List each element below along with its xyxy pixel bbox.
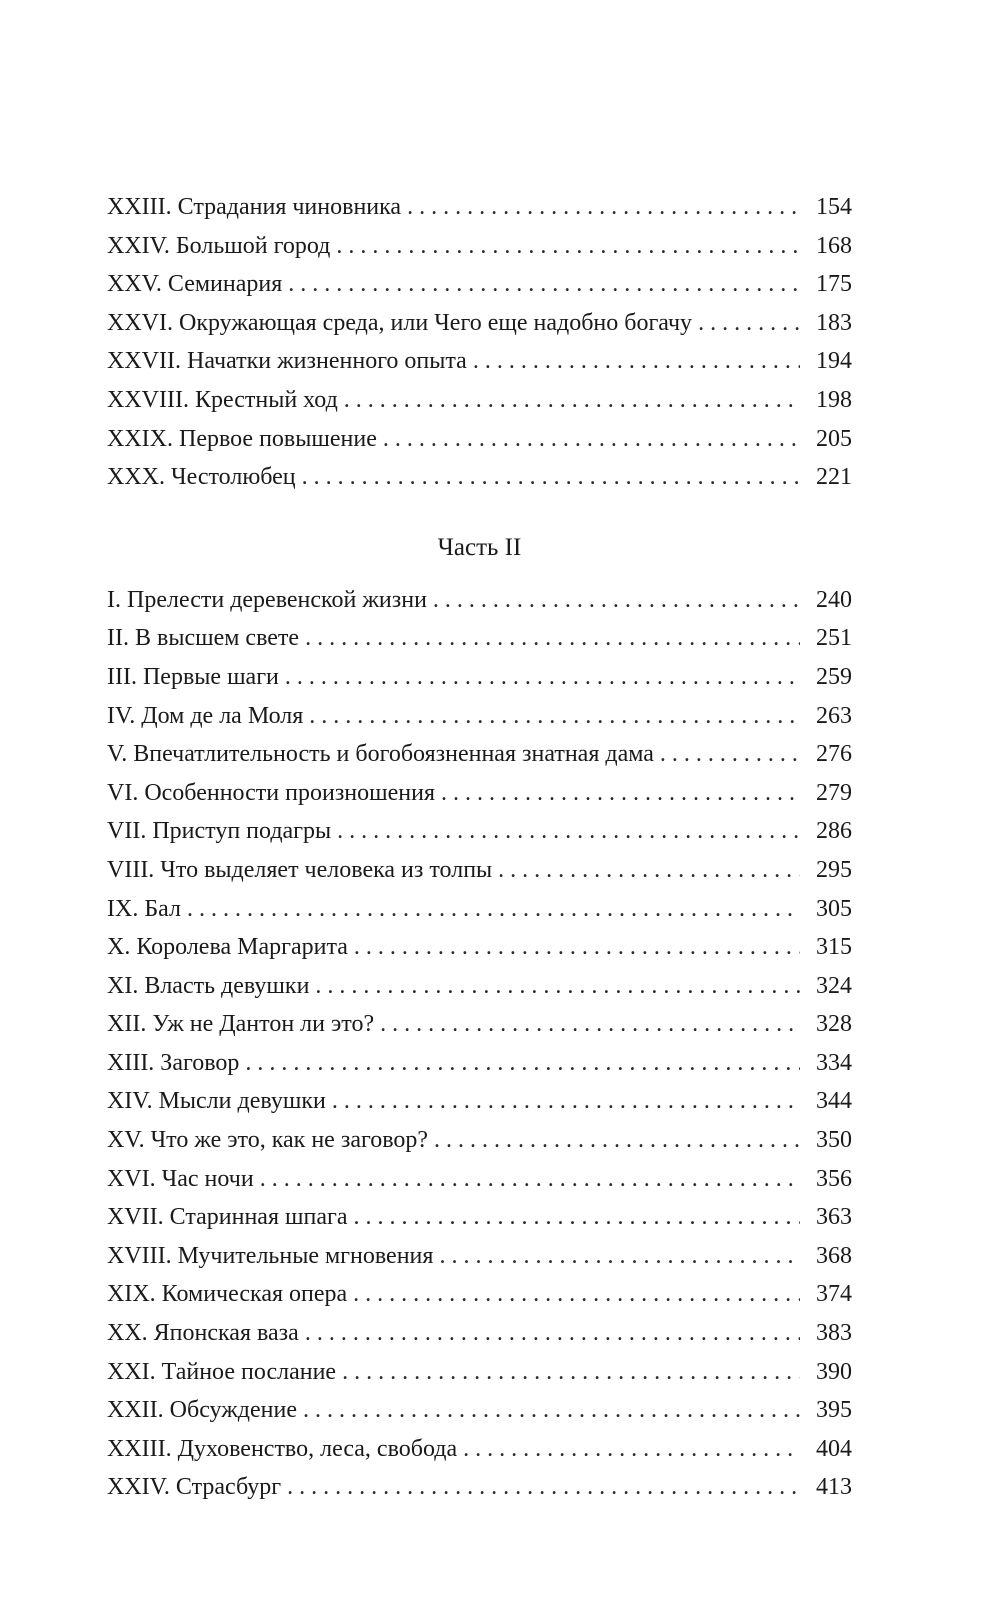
toc-entry bbox=[107, 1082, 852, 1121]
toc-entry-page-number: 295 bbox=[816, 856, 852, 883]
toc-entry-page-number: 194 bbox=[816, 348, 852, 375]
dot-leader bbox=[305, 619, 800, 658]
dot-leader bbox=[439, 1237, 800, 1276]
toc-entry-page-number: 175 bbox=[816, 271, 852, 298]
dot-leader bbox=[302, 458, 800, 497]
toc-entry-page-number: 413 bbox=[816, 1474, 852, 1501]
toc-entry-page-number: 263 bbox=[816, 702, 852, 729]
toc-entry-page-number: 305 bbox=[816, 895, 852, 922]
toc-entry-title: XXVI. Окружающая среда, или Чего еще надобно богачу bbox=[107, 309, 693, 336]
toc-entry bbox=[107, 420, 852, 459]
dot-leader bbox=[473, 342, 800, 381]
toc-entry bbox=[107, 1430, 852, 1469]
toc-entry-title: XXV. Семинария bbox=[107, 271, 283, 298]
toc-entry-page-number: 276 bbox=[816, 741, 852, 768]
toc-entry-title: VI. Особенности произношения bbox=[107, 779, 435, 806]
toc-entry-page-number: 205 bbox=[816, 425, 852, 452]
toc-entry bbox=[107, 227, 852, 266]
toc-entry bbox=[107, 1391, 852, 1430]
dot-leader bbox=[434, 1121, 800, 1160]
part2-heading: Часть II bbox=[437, 533, 522, 561]
toc-entry-page-number: 374 bbox=[816, 1281, 852, 1308]
toc-entry-page-number: 383 bbox=[816, 1320, 852, 1347]
dot-leader bbox=[309, 697, 800, 736]
toc-entry-title: XII. Уж не Дантон ли это? bbox=[107, 1011, 375, 1038]
toc-entry bbox=[107, 342, 852, 381]
dot-leader bbox=[354, 928, 800, 967]
toc-entry-page-number: 154 bbox=[816, 194, 852, 220]
toc-entry-title: XXVIII. Крестный ход bbox=[107, 386, 338, 413]
toc-entry-title: V. Впечатлительность и богобоязненная знатная дама bbox=[107, 741, 654, 768]
toc-entry-title: XXIII. Страдания чиновника bbox=[107, 194, 402, 220]
toc-entry-title: XV. Что же это, как не заговор? bbox=[107, 1127, 429, 1154]
toc-entry bbox=[107, 851, 852, 890]
toc-entry bbox=[107, 1121, 852, 1160]
toc-entry-title: I. Прелести деревенской жизни bbox=[107, 586, 427, 613]
dot-leader bbox=[353, 1275, 800, 1314]
toc-entry-page-number: 356 bbox=[816, 1165, 852, 1192]
toc-entry-page-number: 350 bbox=[816, 1127, 852, 1154]
toc-entry-page-number: 368 bbox=[816, 1242, 852, 1269]
toc-entry-page-number: 183 bbox=[816, 309, 852, 336]
dot-leader bbox=[303, 1391, 800, 1430]
part2-toc-list bbox=[107, 581, 852, 1507]
toc-entry bbox=[107, 658, 852, 697]
dot-leader bbox=[344, 381, 800, 420]
dot-leader bbox=[383, 420, 800, 459]
dot-leader bbox=[441, 774, 800, 813]
dot-leader bbox=[187, 890, 800, 929]
toc-entry-title: XVIII. Мучительные мгновения bbox=[107, 1242, 434, 1269]
toc-entry-title: XXIV. Страсбург bbox=[107, 1474, 282, 1501]
toc-entry-title: X. Королева Маргарита bbox=[107, 934, 348, 961]
toc-entry bbox=[107, 928, 852, 967]
toc-entry bbox=[107, 1468, 852, 1507]
dot-leader bbox=[315, 967, 800, 1006]
toc-entry-title: II. В высшем свете bbox=[107, 625, 300, 652]
dot-leader bbox=[498, 851, 800, 890]
toc-entry bbox=[107, 967, 852, 1006]
toc-entry-title: XXII. Обсуждение bbox=[107, 1397, 297, 1424]
toc-entry bbox=[107, 697, 852, 736]
toc-entry bbox=[107, 1237, 852, 1276]
toc-entry-page-number: 404 bbox=[816, 1435, 852, 1462]
toc-entry-title: XIX. Комическая опера bbox=[107, 1281, 348, 1308]
toc-entry bbox=[107, 1005, 852, 1044]
toc-entry-title: XX. Японская ваза bbox=[107, 1320, 299, 1347]
dot-leader bbox=[285, 658, 800, 697]
toc-entry bbox=[107, 458, 852, 497]
toc-entry bbox=[107, 265, 852, 304]
toc-entry bbox=[107, 381, 852, 420]
dot-leader bbox=[698, 304, 800, 343]
dot-leader bbox=[336, 227, 800, 266]
dot-leader bbox=[353, 1198, 800, 1237]
toc-entry-title: VIII. Что выделяет человека из толпы bbox=[107, 856, 493, 883]
toc-entry-page-number: 221 bbox=[816, 464, 852, 491]
toc-entry-title: XXVII. Начатки жизненного опыта bbox=[107, 348, 467, 375]
toc-entry bbox=[107, 1044, 852, 1083]
dot-leader bbox=[342, 1353, 800, 1392]
toc-entry-page-number: 286 bbox=[816, 818, 852, 845]
dot-leader bbox=[380, 1005, 800, 1044]
toc-entry-title: XIII. Заговор bbox=[107, 1049, 240, 1076]
part1-toc-list bbox=[107, 188, 852, 497]
dot-leader bbox=[463, 1430, 800, 1469]
toc-entry bbox=[107, 619, 852, 658]
dot-leader bbox=[407, 188, 800, 227]
toc-entry bbox=[107, 774, 852, 813]
toc-entry-page-number: 363 bbox=[816, 1204, 852, 1231]
toc-entry-title: XXX. Честолюбец bbox=[107, 464, 296, 491]
toc-entry-page-number: 259 bbox=[816, 663, 852, 690]
toc-entry bbox=[107, 1275, 852, 1314]
toc-entry-page-number: 344 bbox=[816, 1088, 852, 1115]
dot-leader bbox=[337, 812, 800, 851]
toc-entry-title: XVI. Час ночи bbox=[107, 1165, 254, 1192]
toc-entry-title: XXIII. Духовенство, леса, свобода bbox=[107, 1435, 458, 1462]
toc-entry-page-number: 240 bbox=[816, 586, 852, 613]
toc-entry bbox=[107, 188, 852, 227]
toc-entry-title: IV. Дом де ла Моля bbox=[107, 702, 304, 729]
toc-entry bbox=[107, 1198, 852, 1237]
toc-entry-page-number: 324 bbox=[816, 972, 852, 999]
toc-entry bbox=[107, 812, 852, 851]
toc-entry-title: III. Первые шаги bbox=[107, 663, 279, 690]
dot-leader bbox=[433, 581, 800, 620]
toc-entry-page-number: 315 bbox=[816, 934, 852, 961]
toc-entry-page-number: 328 bbox=[816, 1011, 852, 1038]
dot-leader bbox=[245, 1044, 800, 1083]
toc-entry-title: XI. Власть девушки bbox=[107, 972, 310, 999]
toc-entry-page-number: 390 bbox=[816, 1358, 852, 1385]
toc-entry bbox=[107, 1314, 852, 1353]
toc-entry-title: XXIV. Большой город bbox=[107, 232, 331, 259]
toc-entry bbox=[107, 890, 852, 929]
toc-entry-title: VII. Приступ подагры bbox=[107, 818, 332, 845]
toc-entry bbox=[107, 581, 852, 620]
dot-leader bbox=[288, 265, 800, 304]
dot-leader bbox=[305, 1314, 800, 1353]
toc-entry-title: XVII. Старинная шпага bbox=[107, 1204, 348, 1231]
dot-leader bbox=[287, 1468, 800, 1507]
toc-entry bbox=[107, 1160, 852, 1199]
dot-leader bbox=[260, 1160, 800, 1199]
toc-entry-page-number: 395 bbox=[816, 1397, 852, 1424]
dot-leader bbox=[660, 735, 800, 774]
toc-entry bbox=[107, 1353, 852, 1392]
toc-entry-title: XIV. Мысли девушки bbox=[107, 1088, 326, 1115]
toc-entry-page-number: 251 bbox=[816, 625, 852, 652]
toc-entry-page-number: 279 bbox=[816, 779, 852, 806]
dot-leader bbox=[332, 1082, 800, 1121]
toc-entry bbox=[107, 304, 852, 343]
toc-entry-page-number: 168 bbox=[816, 232, 852, 259]
toc-entry-page-number: 334 bbox=[816, 1049, 852, 1076]
table-of-contents bbox=[107, 188, 852, 1507]
toc-entry-title: IX. Бал bbox=[107, 895, 181, 922]
toc-entry bbox=[107, 735, 852, 774]
toc-entry-title: XXI. Тайное послание bbox=[107, 1358, 337, 1385]
toc-entry-title: XXIX. Первое повышение bbox=[107, 425, 377, 452]
toc-entry-page-number: 198 bbox=[816, 386, 852, 413]
